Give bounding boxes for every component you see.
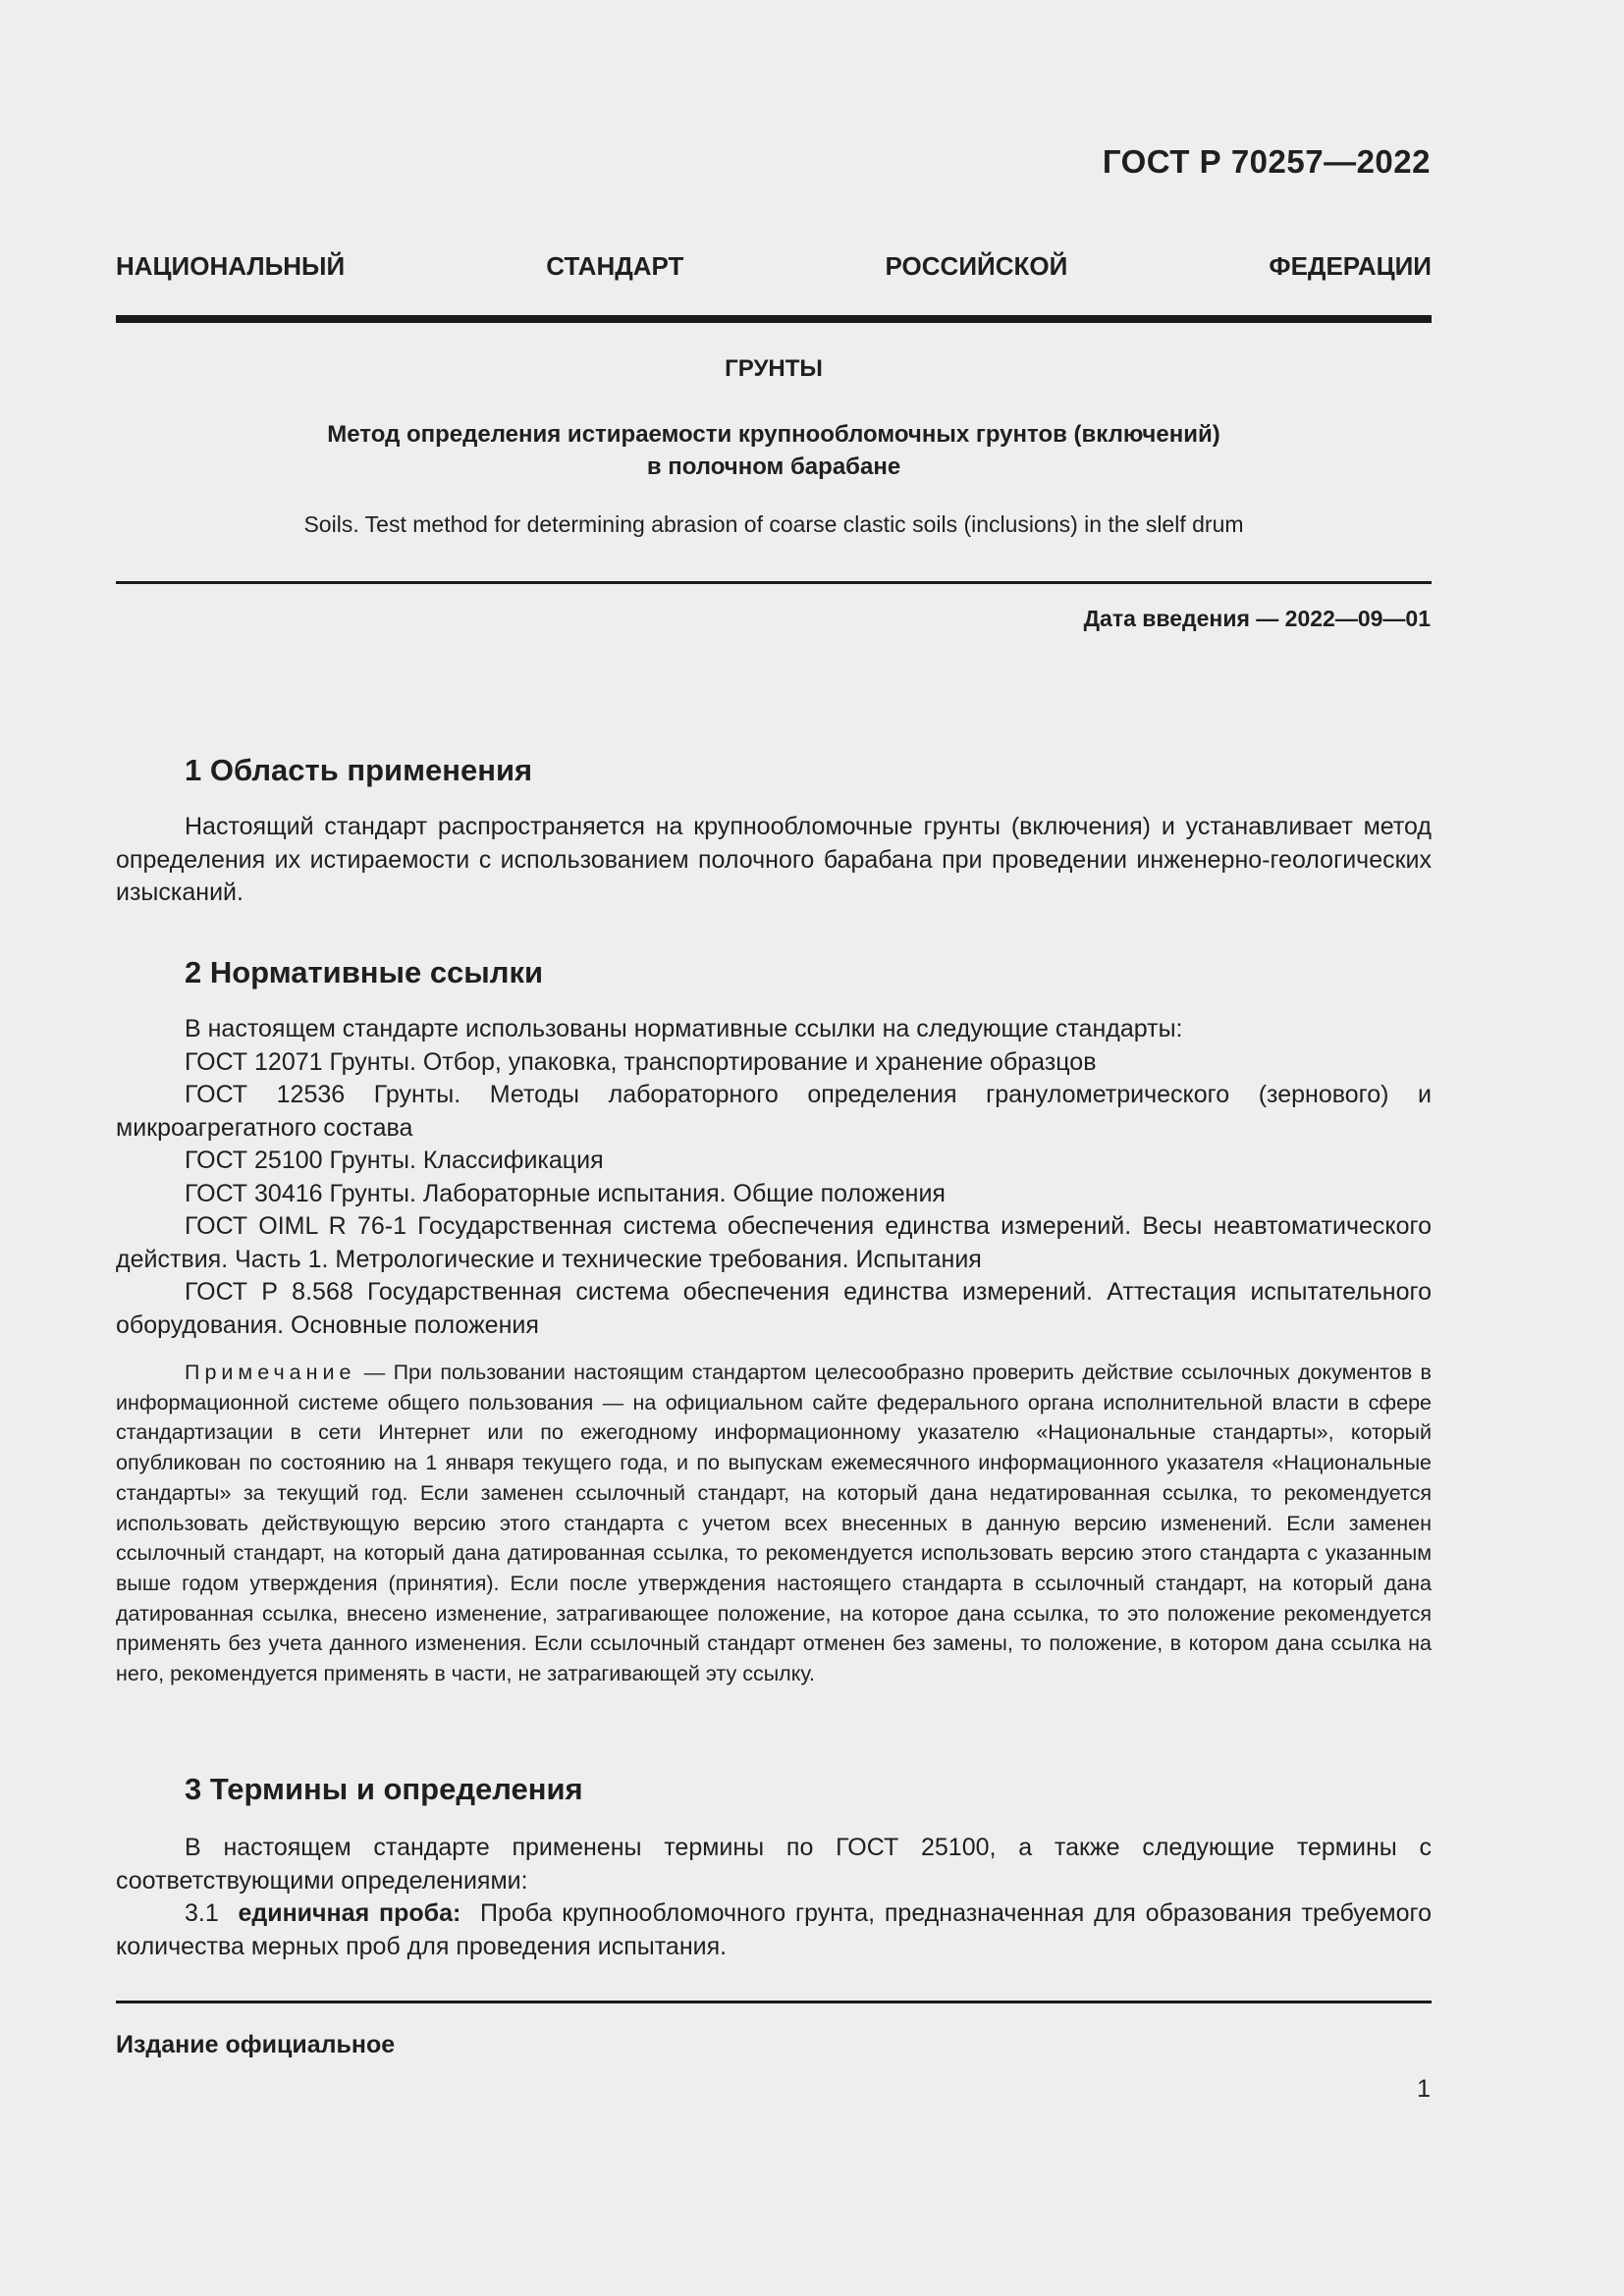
references-intro: В настоящем стандарте использованы нормативные ссылки на следующие стандарты: (185, 1015, 1183, 1042)
section-1-text (116, 811, 1432, 910)
page-number: 1 (1417, 2075, 1431, 2103)
document-number: ГОСТ Р 70257—2022 (1102, 143, 1431, 180)
term-number: 3.1 (185, 1899, 219, 1927)
reference-item (116, 1210, 1432, 1276)
section-2-heading: 2 Нормативные ссылки (185, 955, 544, 989)
national-standard-title: НАЦИОНАЛЬНЫЙ СТАНДАРТ РОССИЙСКОЙ ФЕДЕРАЦИИ (116, 251, 1432, 281)
term-definition (116, 1897, 1432, 1963)
term-text: Проба крупнообломочного грунта, предназначенная для образования требуемого количества мерных проб для проведения испытания. (116, 1899, 1432, 1960)
section-3-intro-text: В настоящем стандарте применены термины по ГОСТ 25100, а также следующие термины с соответствующими определениями: (116, 1834, 1432, 1895)
reference-text: ГОСТ OIML R 76-1 Государственная система обеспечения единства измерений. Весы неавтоматического действия. Часть 1. Метрологические и технические требования. Испытания (116, 1212, 1432, 1273)
introduction-date: Дата введения — 2022—09—01 (1083, 606, 1431, 631)
title-divider (116, 581, 1432, 584)
footer-divider (116, 2001, 1432, 2003)
note-label: Примечание (185, 1361, 356, 1384)
reference-item (116, 1079, 1432, 1145)
section-1-heading: 1 Область применения (185, 753, 533, 787)
standard-title: ГРУНТЫ (725, 355, 823, 382)
reference-item: ГОСТ 30416 Грунты. Лабораторные испытания. Общие положения (185, 1180, 946, 1207)
reference-text: ГОСТ Р 8.568 Государственная система обеспечения единства измерений. Аттестация испытательного оборудования. Основные положения (116, 1278, 1432, 1339)
reference-text: ГОСТ 12536 Грунты. Методы лабораторного определения гранулометрического (зернового) и микроагрегатного состава (116, 1081, 1432, 1142)
official-edition-label: Издание официальное (116, 2031, 396, 2058)
english-title: Soils. Test method for determining abrasion of coarse clastic soils (inclusions) in the slelf drum (303, 511, 1244, 537)
standard-subtitle-line-1: Метод определения истираемости крупнообломочных грунтов (включений) (327, 421, 1220, 448)
section-1-paragraph: Настоящий стандарт распространяется на крупнообломочные грунты (включения) и устанавливает метод определения их истираемости с использованием полочного барабана при проведении инженерно-геологических изысканий. (116, 813, 1432, 906)
standard-subtitle (116, 418, 1432, 483)
section-3-heading: 3 Термины и определения (185, 1772, 583, 1806)
note-block (116, 1358, 1432, 1689)
section-3-intro (116, 1832, 1432, 1897)
standard-subtitle-line-2: в полочном барабане (646, 454, 901, 480)
reference-item: ГОСТ 25100 Грунты. Классификация (185, 1147, 604, 1174)
header-divider (116, 315, 1432, 323)
reference-item: ГОСТ 12071 Грунты. Отбор, упаковка, транспортирование и хранение образцов (185, 1048, 1097, 1076)
reference-item (116, 1276, 1432, 1342)
note-text: — При пользовании настоящим стандартом целесообразно проверить действие ссылочных документов в информационной системе общего пользования — на официальном сайте федерального органа исполнительной власти в сфере стандартизации в сети Интернет или по ежегодному информационному указателю «Национальные стандарты», который опубликован по состоянию на 1 января текущего года, и по выпускам ежемесячного информационного указателя «Национальные стандарты» за текущий год. Если заменен ссылочный стандарт, на который дана недатированная ссылка, то рекомендуется использовать действующую версию этого стандарта с учетом всех внесенных в данную версию изменений. Если заменен ссылочный стандарт, на который дана датированная ссылка, то рекомендуется использовать версию этого стандарта с указанным выше годом утверждения (принятия). Если после утверждения настоящего стандарта в ссылочный стандарт, на который дана датированная ссылка, внесено изменение, затрагивающее положение, на которое дана ссылка, то это положение рекомендуется применять без учета данного изменения. Если ссылочный стандарт отменен без замены, то положение, в котором дана ссылка на него, рекомендуется применять в части, не затрагивающей эту ссылку. (116, 1361, 1432, 1686)
term-name: единичная проба: (238, 1899, 461, 1927)
